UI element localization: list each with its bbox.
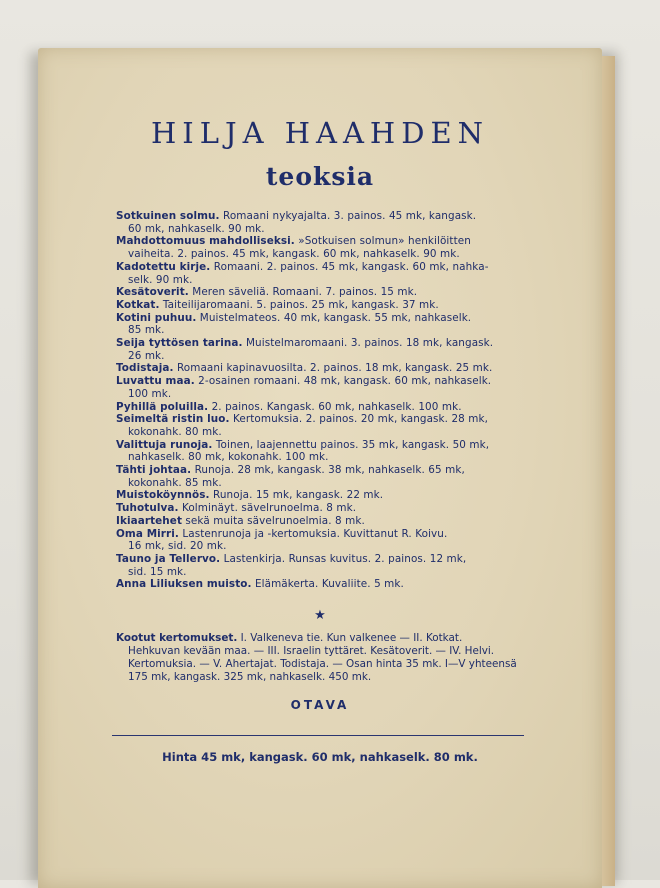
work-title: Mahdottomuus mahdolliseksi. (116, 235, 295, 248)
work-title: Pyhillä poluilla. (116, 400, 209, 413)
work-description: Toinen, laajennettu painos. 35 mk, kangask. 50 mk, (215, 438, 490, 451)
work-entry (116, 235, 526, 260)
work-description: 2. painos. Kangask. 60 mk, nahkaselk. 100 mk. (211, 400, 462, 413)
work-description: Kolminäyt. sävelrunoelma. 8 mk. (181, 502, 357, 515)
work-entry (116, 578, 526, 591)
work-description: Romaani nykyajalta. 3. painos. 45 mk, kangask. (222, 210, 477, 222)
collected-works-desc: I. Valkeneva tie. Kun valkenee — II. Kotkat. (240, 632, 463, 644)
collected-works-title: Kootut kertomukset. (116, 632, 238, 644)
work-description-continued: selk. 90 mk. (128, 273, 193, 286)
work-entry (116, 375, 526, 400)
work-entry (116, 299, 526, 312)
collected-works-entry (116, 632, 526, 684)
divider-rule (112, 735, 524, 736)
work-description-continued: 85 mk. (128, 324, 165, 337)
work-description: Romaani kapinavuosilta. 2. painos. 18 mk, kangask. 25 mk. (176, 362, 493, 375)
work-entry (116, 439, 526, 464)
work-entry (116, 413, 526, 438)
work-description-continued: 100 mk. (128, 387, 172, 400)
work-description: sekä muita sävelrunoelmia. 8 mk. (185, 514, 365, 527)
work-description: Kertomuksia. 2. painos. 20 mk, kangask. 28 mk, (233, 413, 489, 426)
work-title: Luvattu maa. (116, 375, 195, 388)
collected-works-details: Hehkuvan kevään maa. — III. Israelin tyttäret. Kesätoverit. — IV. Helvi. Kertomuksia. — V. Ahertajat. Todistaja. — Osan hinta 35 mk. I—V yhteensä 175 mk, kangask. 325 mk, nahkaselk. 450 mk. (128, 645, 517, 683)
work-description-continued: vaiheita. 2. painos. 45 mk, kangask. 60 mk, nahkaselk. 90 mk. (128, 248, 460, 261)
work-title: Kotini puhuu. (116, 311, 197, 324)
work-title: Tuhotulva. (116, 502, 179, 515)
work-description: Lastenrunoja ja -kertomuksia. Kuvittanut R. Koivu. (182, 527, 448, 540)
work-description-continued: kokonahk. 85 mk. (128, 476, 222, 489)
book-back-cover (38, 48, 602, 888)
author-heading: HILJA HAAHDEN (150, 116, 490, 150)
work-title: Anna Liliuksen muisto. (116, 578, 252, 591)
work-description: Runoja. 28 mk, kangask. 38 mk, nahkaselk. 65 mk, (194, 464, 465, 477)
work-title: Tähti johtaa. (116, 464, 192, 477)
work-description: Muistelmateos. 40 mk, kangask. 55 mk, nahkaselk. (199, 311, 472, 324)
work-entry (116, 489, 526, 502)
work-title: Sotkuinen solmu. (116, 210, 220, 222)
work-description: 2-osainen romaani. 48 mk, kangask. 60 mk, nahkaselk. (198, 375, 492, 388)
star-ornament: ★ (314, 608, 326, 623)
work-entry (116, 528, 526, 553)
work-description-continued: kokonahk. 80 mk. (128, 425, 222, 438)
work-entry (116, 210, 526, 235)
work-description: Runoja. 15 mk, kangask. 22 mk. (213, 489, 384, 502)
work-entry (116, 261, 526, 286)
work-description: Lastenkirja. Runsas kuvitus. 2. painos. 12 mk, (223, 552, 467, 565)
work-title: Tauno ja Tellervo. (116, 552, 221, 565)
work-title: Oma Mirri. (116, 527, 179, 540)
work-description: Romaani. 2. painos. 45 mk, kangask. 60 mk, nahka- (213, 260, 489, 273)
work-entry (116, 553, 526, 578)
work-entry (116, 464, 526, 489)
publisher-name: OTAVA (290, 698, 350, 712)
work-description-continued: sid. 15 mk. (128, 565, 187, 578)
work-description-continued: 60 mk, nahkaselk. 90 mk. (128, 222, 265, 235)
work-title: Valittuja runoja. (116, 438, 213, 451)
work-title: Kadotettu kirje. (116, 260, 211, 273)
work-entry (116, 362, 526, 375)
work-entry (116, 337, 526, 362)
work-title: Seija tyttösen tarina. (116, 337, 243, 350)
price-line: Hinta 45 mk, kangask. 60 mk, nahkaselk. 80 mk. (162, 750, 478, 764)
work-entry (116, 401, 526, 414)
work-description: Taiteilijaromaani. 5. painos. 25 mk, kangask. 37 mk. (162, 298, 439, 311)
work-entry (116, 286, 526, 299)
work-description-continued: 26 mk. (128, 349, 165, 362)
work-description: Elämäkerta. Kuvaliite. 5 mk. (254, 578, 404, 591)
work-entry (116, 312, 526, 337)
work-entry (116, 515, 526, 528)
works-list (116, 210, 526, 591)
works-subtitle: teoksia (265, 162, 375, 191)
work-description-continued: nahkaselk. 80 mk, kokonahk. 100 mk. (128, 451, 329, 464)
work-entry (116, 502, 526, 515)
work-title: Muistoköynnös. (116, 489, 210, 502)
work-title: Ikiaartehet (116, 514, 183, 527)
work-description-continued: 16 mk, sid. 20 mk. (128, 540, 227, 553)
work-title: Todistaja. (116, 362, 174, 375)
work-description: Muistelmaromaani. 3. painos. 18 mk, kangask. (245, 337, 494, 350)
work-title: Seimeltä ristin luo. (116, 413, 230, 426)
work-title: Kotkat. (116, 298, 160, 311)
work-description: Meren säveliä. Romaani. 7. painos. 15 mk. (192, 286, 418, 299)
work-title: Kesätoverit. (116, 286, 189, 299)
work-description: »Sotkuisen solmun» henkilöitten (298, 235, 471, 248)
